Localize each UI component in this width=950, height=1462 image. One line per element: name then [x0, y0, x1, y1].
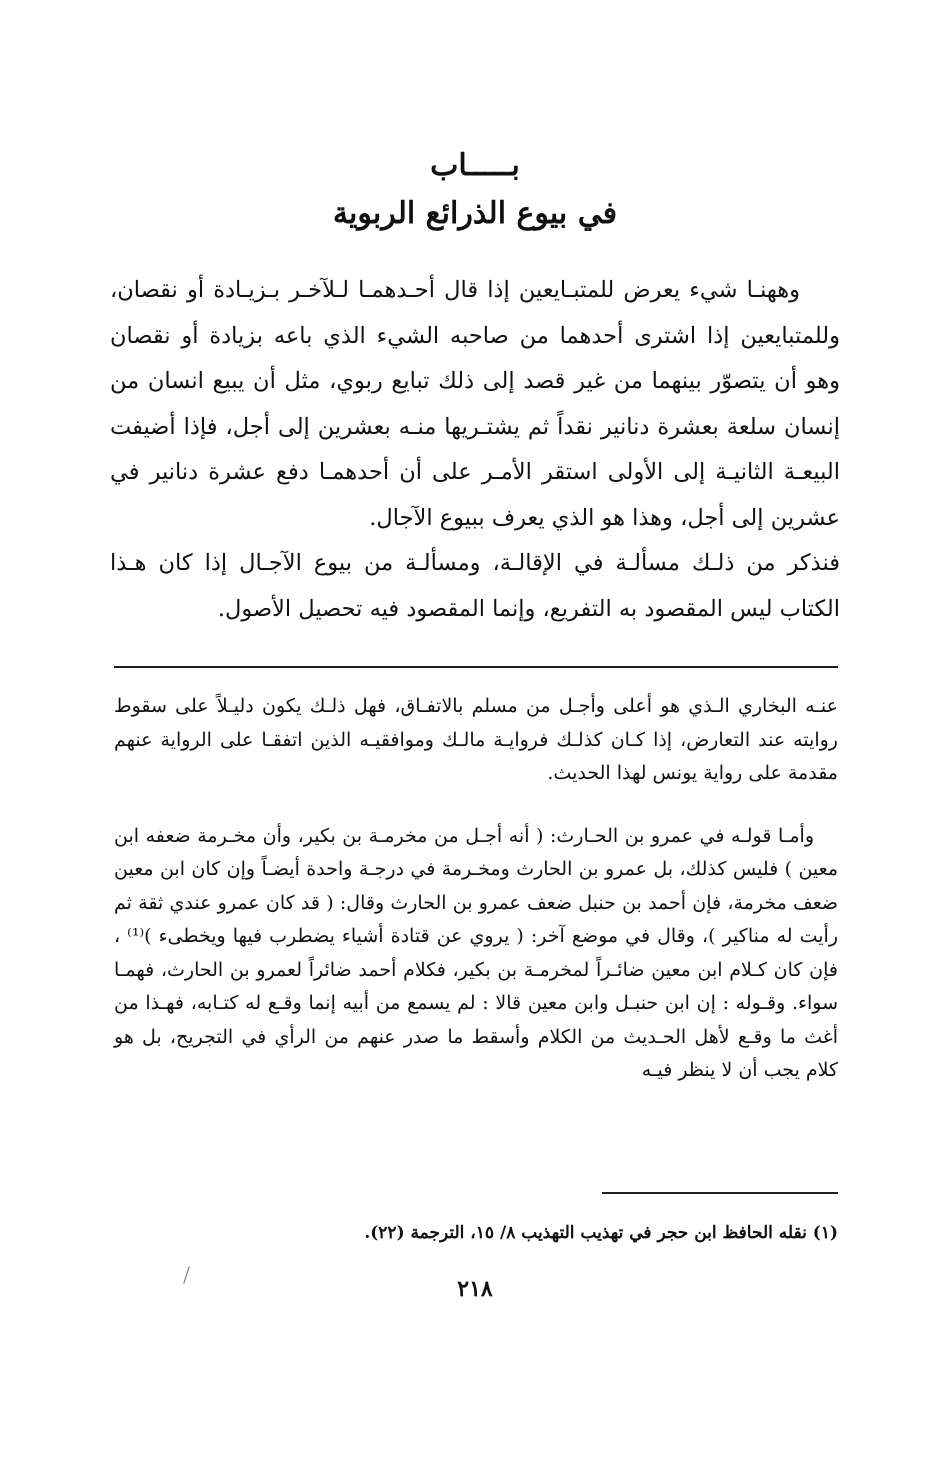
- commentary-separator-line: [114, 666, 838, 668]
- chapter-header-word: بـــــاب: [430, 148, 520, 183]
- commentary-body: [114, 690, 838, 1088]
- commentary-paragraph-1: عنـه البخاري الـذي هو أعلى وأجـل من مسلم بالاتفـاق، فهل ذلـك يكون دليـلاً على سقوط روايته عند التعارض، إذا كـان كذلـك فروايـة مالـك وموافقيـه الذين اتفقـا على الرواية عنهم مقدمة على رواية يونس لهذا الحديث.: [114, 695, 838, 784]
- chapter-title: في بيوع الذرائع الربوية: [332, 196, 618, 231]
- commentary-paragraph-2: وأمـا قولـه في عمرو بن الحـارث: ( أنه أجـل من مخرمـة بن بكير، وأن مخـرمة ضعفه ابن معين ) فليس كذلك، بل عمرو بن الحارث ومخـرمة في درجـة واحدة أيضـاً وإن كان ابن معين ضعف مخرمة، فإن أحمد بن حنبل ضعف عمرو بن الحارث وقال: ( قد كان عمرو عندي ثقة ثم رأيت له مناكير )، وقال في موضع آخر: ( يروي عن قتادة أشياء يضطرب فيها ويخطىء )⁽¹⁾ ، فإن كان كـلام ابن معين ضائـراً لمخرمـة بن بكير، فكلام أحمد ضائراً لعمرو بن الحارث، فهمـا سواء. وقـوله : إن ابن حنبـل وابن معين قالا : لم يسمع من أبيه إنما وقـع له كتـابه، فهـذا من أغث ما وقـع لأهل الحـديث من الكلام وأسقط ما صدر عنهم من الرأي في التجريح، بل هو كلام يجب أن لا ينظر فيـه: [114, 824, 839, 1081]
- footnote: (١) نقله الحافظ ابن حجر في تهذيب التهذيب ٨/ ١٥، الترجمة (٢٢).: [364, 1223, 838, 1243]
- main-paragraph-1: وههنـا شيء يعرض للمتبـايعين إذا قال أحـدهمـا لـلآخـر بـزيـادة أو نقصان، وللمتبايعين إذا اشترى أحدهما من صاحبه الشيء الذي باعه بزيادة أو نقصان وهو أن يتصوّر بينهما من غير قصد إلى ذلك تبايع ربوي، مثل أن يبيع انسان من إنسان سلعة بعشرة دنانير نقداً ثم يشتـريها منـه بعشرين إلى أجل، فإذا أضيفت البيعـة الثانيـة إلى الأولى استقر الأمـر على أن أحدهمـا دفع عشرة دنانير في عشرين إلى أجل، وهذا هو الذي يعرف ببيوع الآجال.: [110, 277, 840, 531]
- main-text-body: [110, 268, 840, 632]
- page-number: ٢١٨: [457, 1276, 493, 1302]
- main-paragraph-2: فنذكر من ذلـك مسألـة في الإقالـة، ومسألـة من بيوع الآجـال إذا كان هـذا الكتاب ليس المقصود به التفريع، وإنما المقصود فيه تحصيل الأصول.: [110, 550, 840, 622]
- footnote-rule: [602, 1192, 838, 1194]
